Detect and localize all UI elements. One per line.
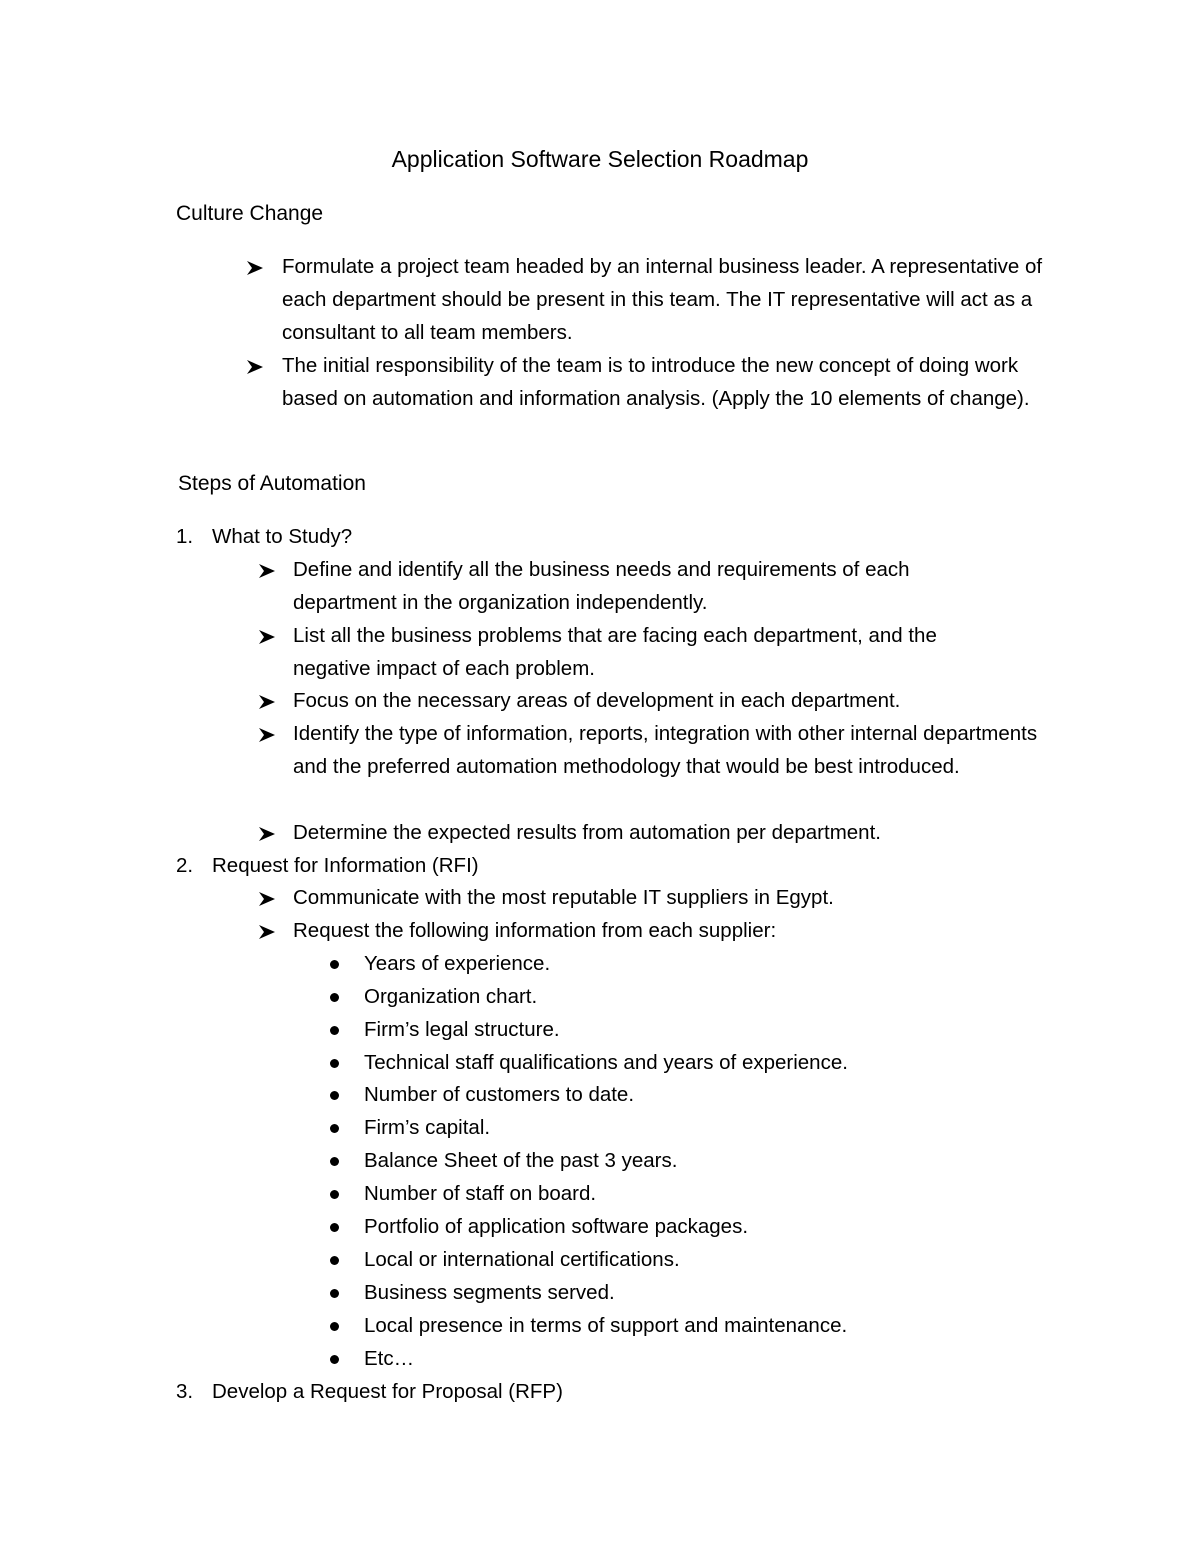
arrowhead-bullet-icon bbox=[258, 629, 276, 645]
numbered-item-1 bbox=[176, 521, 976, 554]
arrowhead-bullet-icon bbox=[258, 924, 276, 940]
bullet-dot-icon bbox=[330, 1355, 339, 1364]
list-item bbox=[258, 718, 1058, 818]
sub-list-item bbox=[328, 1343, 1028, 1376]
bullet-dot-icon bbox=[330, 1157, 339, 1166]
sub-list-item-text: Organization chart. bbox=[364, 985, 538, 1008]
arrowhead-bullet-icon bbox=[258, 826, 276, 842]
arrowhead-bullet-icon bbox=[258, 891, 276, 907]
list-item-text: Determine the expected results from automation per department. bbox=[293, 821, 881, 844]
sub-list-item-text: Business segments served. bbox=[364, 1281, 615, 1304]
arrowhead-bullet-icon bbox=[258, 563, 276, 579]
bullet-dot-icon bbox=[330, 1026, 339, 1035]
list-item bbox=[258, 915, 1018, 948]
list-item bbox=[258, 882, 1018, 915]
sub-list-item-text: Local presence in terms of support and maintenance. bbox=[364, 1314, 848, 1337]
bullet-dot-icon bbox=[330, 1289, 339, 1298]
sub-list-item bbox=[328, 1244, 1028, 1277]
section-heading-culture-change: Culture Change bbox=[176, 202, 324, 225]
list-item bbox=[258, 817, 1018, 850]
bullet-dot-icon bbox=[330, 1190, 339, 1199]
sub-list-item-text: Portfolio of application software packages. bbox=[364, 1215, 749, 1238]
sub-list-item-text: Firm’s capital. bbox=[364, 1116, 491, 1139]
list-item-text: The initial responsibility of the team is to introduce the new concept of doing work based on automation and information analysis. (Apply the 10 elements of change). bbox=[282, 354, 1030, 410]
arrowhead-bullet-icon bbox=[246, 260, 264, 276]
list-item-text: Define and identify all the business needs and requirements of each department in the organization independently. bbox=[293, 558, 910, 614]
item-number: 1. bbox=[176, 525, 194, 548]
item-label: Request for Information (RFI) bbox=[212, 854, 479, 877]
item-label: Develop a Request for Proposal (RFP) bbox=[212, 1380, 563, 1403]
bullet-dot-icon bbox=[330, 1091, 339, 1100]
sub-list-item bbox=[328, 948, 1028, 981]
sub-list-item-text: Number of customers to date. bbox=[364, 1083, 635, 1106]
list-item-text: Request the following information from each supplier: bbox=[293, 919, 777, 942]
numbered-item-2 bbox=[176, 850, 976, 883]
list-item bbox=[258, 685, 1018, 718]
list-item bbox=[246, 350, 1076, 450]
sub-list-item bbox=[328, 1277, 1028, 1310]
bullet-dot-icon bbox=[330, 960, 339, 969]
list-item-text: Identify the type of information, reports, integration with other internal departments and the preferred automation methodology that would be best introduced. bbox=[293, 722, 1038, 778]
sub-list-item bbox=[328, 1145, 1028, 1178]
bullet-dot-icon bbox=[330, 1124, 339, 1133]
bullet-dot-icon bbox=[330, 1256, 339, 1265]
sub-list-item bbox=[328, 1047, 1028, 1080]
arrowhead-bullet-icon bbox=[246, 359, 264, 375]
sub-list-item bbox=[328, 1014, 1028, 1047]
item-label: What to Study? bbox=[212, 525, 353, 548]
sub-list-item-text: Balance Sheet of the past 3 years. bbox=[364, 1149, 678, 1172]
sub-list-item bbox=[328, 1211, 1028, 1244]
sub-list-item bbox=[328, 1112, 1028, 1145]
bullet-dot-icon bbox=[330, 993, 339, 1002]
bullet-dot-icon bbox=[330, 1223, 339, 1232]
sub-list-item bbox=[328, 1178, 1028, 1211]
arrowhead-bullet-icon bbox=[258, 727, 276, 743]
list-item bbox=[258, 554, 1018, 620]
bullet-dot-icon bbox=[330, 1059, 339, 1068]
list-item bbox=[258, 620, 1018, 686]
sub-list-item-text: Etc… bbox=[364, 1347, 415, 1370]
list-item-text: Formulate a project team headed by an internal business leader. A representative of each department should be present in this team. The IT representative will act as a consultant to all team members. bbox=[282, 255, 1043, 344]
section-heading-steps: Steps of Automation bbox=[178, 472, 366, 495]
page-title: Application Software Selection Roadmap bbox=[391, 146, 809, 172]
sub-list-item bbox=[328, 981, 1028, 1014]
list-item-text: Communicate with the most reputable IT suppliers in Egypt. bbox=[293, 886, 834, 909]
list-item bbox=[246, 251, 1076, 351]
bullet-dot-icon bbox=[330, 1322, 339, 1331]
arrowhead-bullet-icon bbox=[258, 694, 276, 710]
sub-list-item-text: Number of staff on board. bbox=[364, 1182, 597, 1205]
sub-list-item bbox=[328, 1310, 1028, 1343]
list-item-text: Focus on the necessary areas of development in each department. bbox=[293, 689, 901, 712]
sub-list-item-text: Technical staff qualifications and years of experience. bbox=[364, 1051, 848, 1074]
numbered-item-3 bbox=[176, 1376, 976, 1409]
item-number: 3. bbox=[176, 1380, 194, 1403]
sub-list-item-text: Years of experience. bbox=[364, 952, 551, 975]
item-number: 2. bbox=[176, 854, 194, 877]
sub-list-item-text: Firm’s legal structure. bbox=[364, 1018, 560, 1041]
list-item-text: List all the business problems that are facing each department, and the negative impact of each problem. bbox=[293, 624, 937, 680]
sub-list-item-text: Local or international certifications. bbox=[364, 1248, 680, 1271]
sub-list-item bbox=[328, 1079, 1028, 1112]
